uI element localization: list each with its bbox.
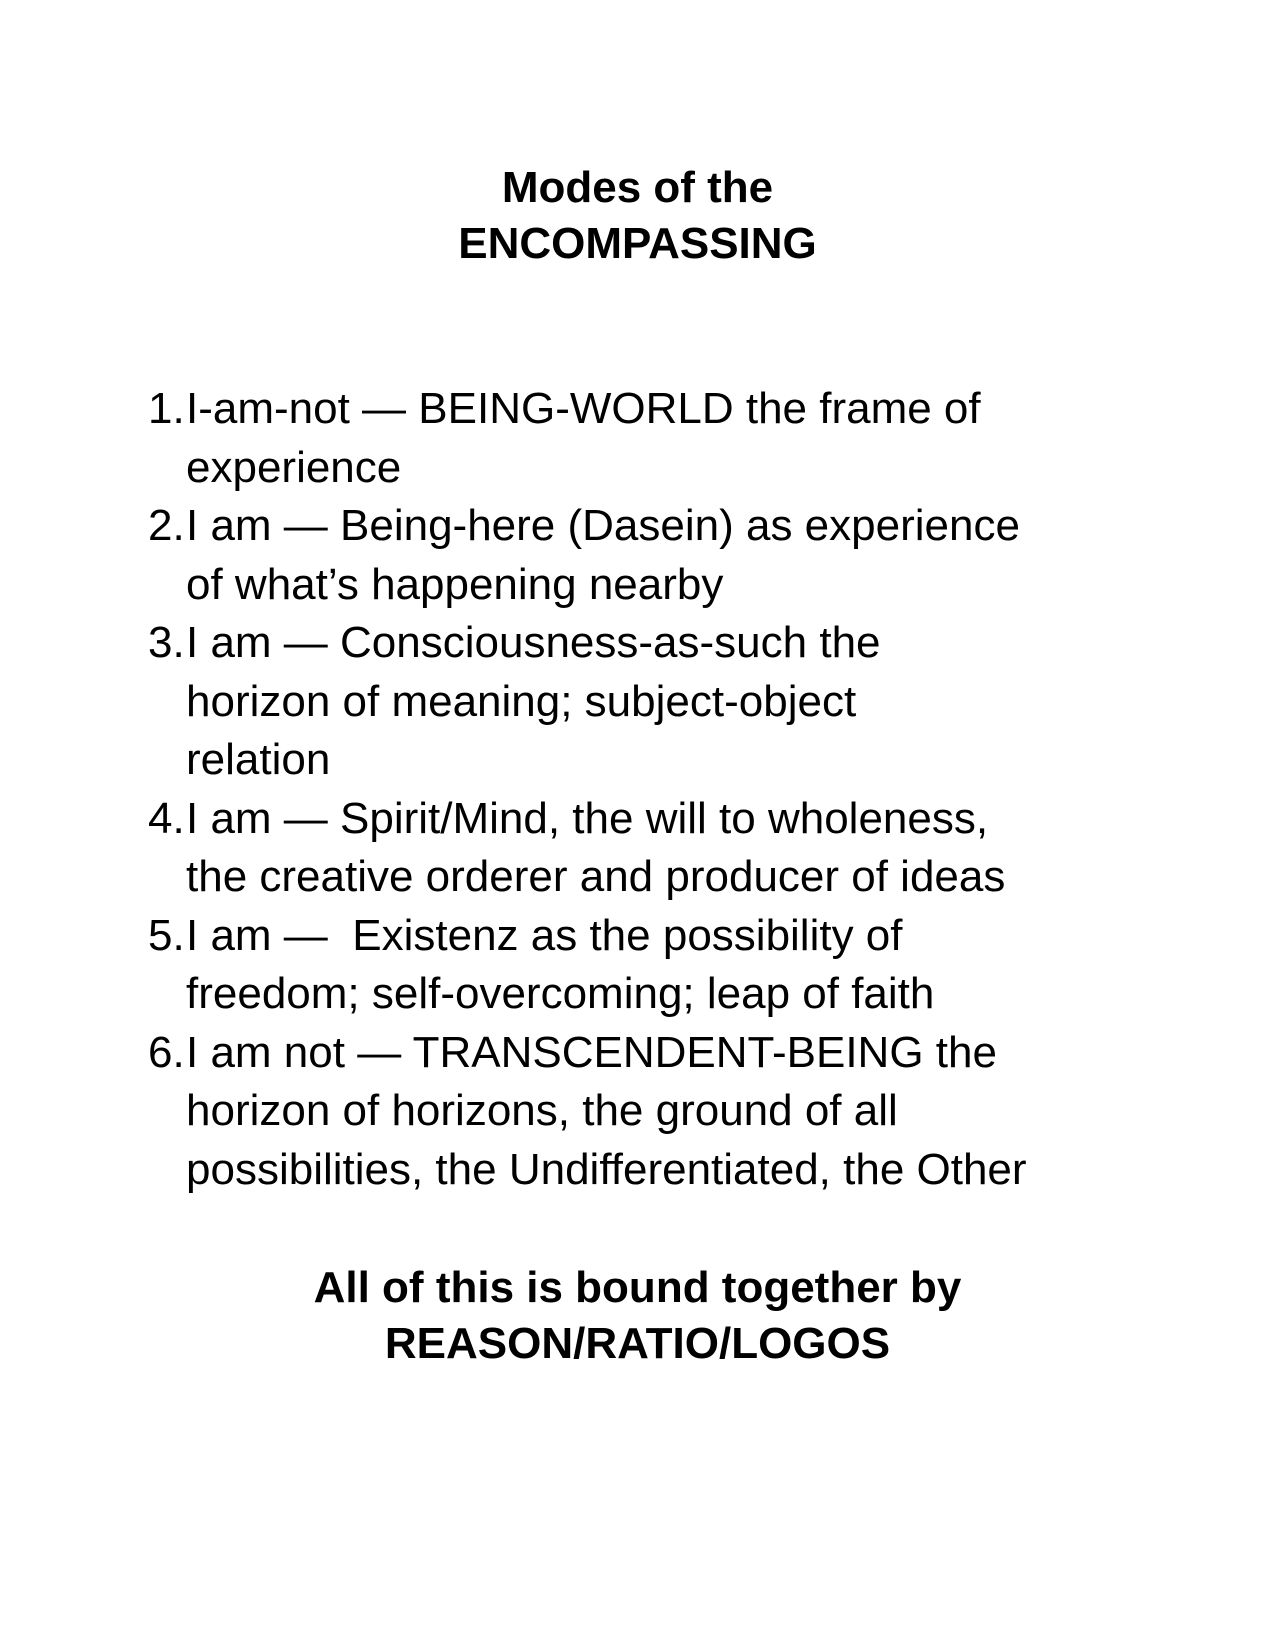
mode-text-line: I am — Consciousness-as-such the xyxy=(186,618,881,667)
mode-text-line: I am not — TRANSCENDENT-BEING the xyxy=(186,1027,997,1077)
title-line-1: Modes of the xyxy=(501,163,774,212)
mode-text-line: horizon of meaning; subject-object xyxy=(186,676,857,726)
mode-text xyxy=(186,497,1148,614)
mode-text-line: relation xyxy=(186,735,331,784)
mode-text-line: experience xyxy=(186,442,402,492)
mode-text-line: freedom; self-overcoming; leap of faith xyxy=(186,969,935,1018)
mode-text xyxy=(186,907,1148,1024)
mode-text-line: I am — Spirit/Mind, the will to wholeness, xyxy=(186,793,989,843)
mode-text-line: I am — Existenz as the possibility of xyxy=(186,910,903,960)
mode-text xyxy=(186,614,1148,790)
page-title xyxy=(0,160,1275,272)
mode-number: 5. xyxy=(148,910,185,960)
mode-item-3 xyxy=(148,614,1148,790)
mode-item-6 xyxy=(148,1024,1148,1200)
mode-text-line: of what’s happening nearby xyxy=(186,559,724,609)
mode-item-2 xyxy=(148,497,1148,614)
mode-item-5 xyxy=(148,907,1148,1024)
modes-list xyxy=(148,380,1148,1199)
title-line-2: ENCOMPASSING xyxy=(458,219,817,268)
mode-text-line: possibilities, the Undifferentiated, the Other xyxy=(186,1144,1027,1194)
footer-line-1: All of this is bound together by xyxy=(313,1263,962,1312)
mode-number: 1. xyxy=(148,384,185,433)
mode-item-1 xyxy=(148,380,1148,497)
mode-item-4 xyxy=(148,790,1148,907)
mode-number: 3. xyxy=(148,618,185,667)
footer-line-2: REASON/RATIO/LOGOS xyxy=(384,1319,891,1368)
footer-statement xyxy=(0,1260,1275,1372)
mode-text-line: I am — Being-here (Dasein) as experience xyxy=(186,501,1020,550)
mode-text xyxy=(186,790,1148,907)
mode-text xyxy=(186,380,1148,497)
mode-text-line: I-am-not — BEING-WORLD the frame of xyxy=(186,384,981,433)
mode-text xyxy=(186,1024,1148,1200)
mode-text-line: horizon of horizons, the ground of all xyxy=(186,1086,898,1135)
mode-text-line: the creative orderer and producer of ideas xyxy=(186,852,1006,901)
mode-number: 2. xyxy=(148,501,185,550)
mode-number: 4. xyxy=(148,793,185,843)
mode-number: 6. xyxy=(148,1027,185,1077)
